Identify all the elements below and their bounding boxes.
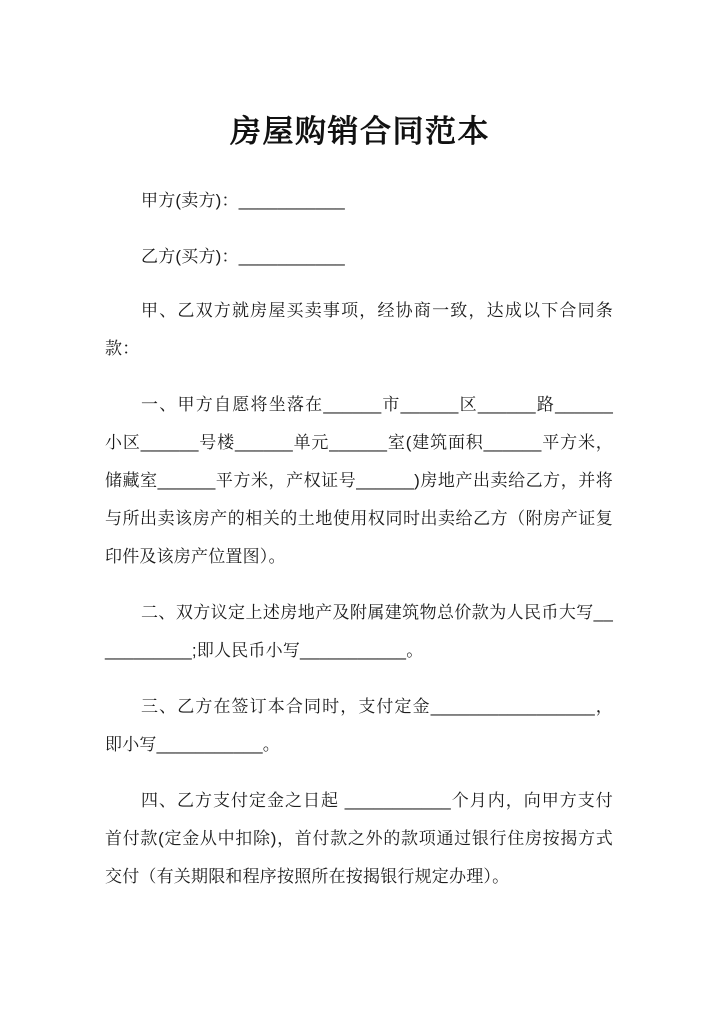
clause-paragraph-2: 二、双方议定上述房地产及附属建筑物总价款为人民币大写___________;即人民币小写___________。 xyxy=(105,603,613,660)
party-block xyxy=(105,182,613,294)
party-line-buyer: 乙方(买方)：___________ xyxy=(141,247,345,266)
party-line-seller: 甲方(卖方)：___________ xyxy=(141,191,345,210)
preamble-paragraph: 甲、乙双方就房屋买卖事项，经协商一致，达成以下合同条款： xyxy=(105,301,613,358)
clause-paragraph-4: 四、乙方支付定金之日起 ___________个月内，向甲方支付首付款(定金从中扣除)，首付款之外的款项通过银行住房按揭方式交付（有关期限和程序按照所在按揭银行规定办理）。 xyxy=(105,791,613,886)
page-title: 房屋购销合同范本 xyxy=(230,114,490,149)
contract-body xyxy=(105,292,613,914)
clause-paragraph-3: 三、乙方在签订本合同时，支付定金_________________，即小写___________。 xyxy=(105,697,613,754)
clause-paragraph-1: 一、甲方自愿将坐落在______市______区______路______小区______号楼______单元______室(建筑面积______平方米，储藏室______平方米，产权证号______)房地产出卖给乙方，并将与所出卖该房产的相关的土地使用权同时出卖给乙方（附房产证复印件及该房产位置图）。 xyxy=(105,395,613,566)
